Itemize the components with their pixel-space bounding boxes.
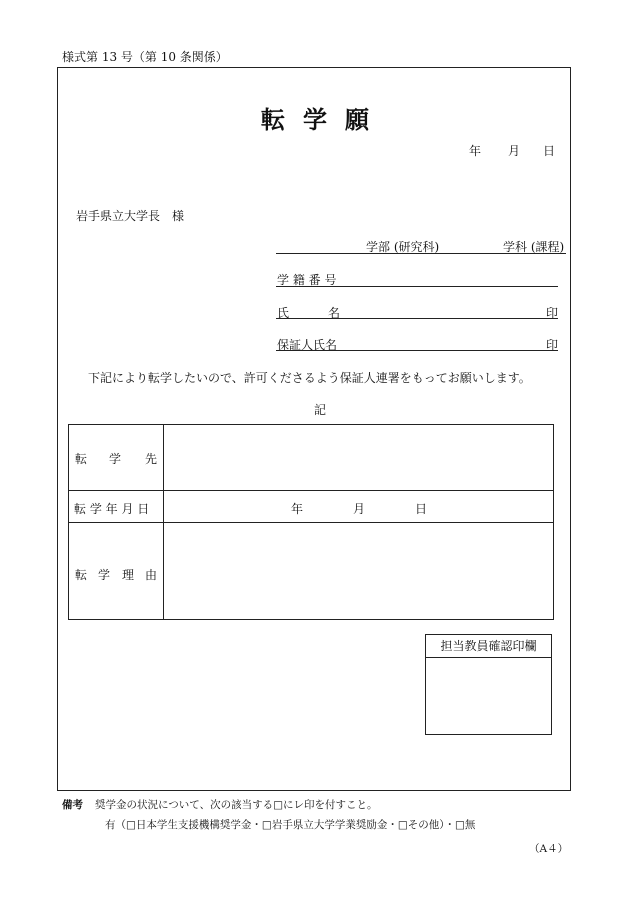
notes-line-1: 奨学金の状況について、次の該当する□にレ印を付すこと。 bbox=[95, 799, 378, 811]
row2-month: 月 bbox=[353, 502, 366, 516]
guarantor-underline bbox=[276, 350, 558, 351]
row1-label-char-1: 転 bbox=[75, 452, 88, 466]
notes-label: 備考 bbox=[62, 799, 83, 811]
row3-label-char-1: 転 bbox=[75, 568, 88, 582]
faculty-label: 学部 (研究科) bbox=[366, 240, 440, 254]
row3-label-char-4: 由 bbox=[145, 568, 158, 582]
row2-day: 日 bbox=[415, 502, 428, 516]
guarantor-seal-mark: 印 bbox=[546, 338, 559, 352]
row2-label: 転 学 年 月 日 bbox=[74, 502, 150, 516]
row3-label-char-3: 理 bbox=[122, 568, 135, 582]
table-row-divider-1 bbox=[69, 490, 553, 491]
row3-label-char-2: 学 bbox=[98, 568, 111, 582]
date-day: 日 bbox=[543, 144, 556, 158]
teacher-stamp-box bbox=[425, 634, 552, 735]
student-id-underline bbox=[276, 286, 558, 287]
seal-mark: 印 bbox=[546, 306, 559, 320]
transfer-table bbox=[68, 424, 554, 620]
name-label-2: 名 bbox=[328, 306, 341, 320]
row1-label-char-2: 学 bbox=[109, 452, 122, 466]
date-month: 月 bbox=[508, 144, 521, 158]
addressee: 岩手県立大学長 様 bbox=[76, 209, 185, 223]
request-text: 下記により転学したいので、許可くださるよう保証人連署をもってお願いします。 bbox=[88, 371, 531, 385]
name-label-1: 氏 bbox=[277, 306, 290, 320]
table-row-divider-2 bbox=[69, 522, 553, 523]
row1-label-char-3: 先 bbox=[145, 452, 158, 466]
paper-size-label: （A４） bbox=[529, 843, 569, 855]
guarantor-label: 保証人氏名 bbox=[277, 338, 338, 352]
date-year: 年 bbox=[469, 144, 482, 158]
form-number-label: 様式第 13 号（第 10 条関係） bbox=[62, 50, 228, 64]
stamp-box-title: 担当教員確認印欄 bbox=[426, 635, 551, 658]
department-label: 学科 (課程) bbox=[503, 240, 565, 254]
form-title: 転学願 bbox=[261, 105, 387, 134]
notes-line-2: 有（□日本学生支援機構奨学金・□岩手県立大学学業奨励金・□その他）・□無 bbox=[105, 819, 476, 831]
ki-label: 記 bbox=[314, 403, 327, 417]
student-id-label: 学 籍 番 号 bbox=[277, 273, 337, 287]
row2-year: 年 bbox=[291, 502, 304, 516]
faculty-underline bbox=[276, 253, 566, 254]
name-underline bbox=[276, 318, 558, 319]
